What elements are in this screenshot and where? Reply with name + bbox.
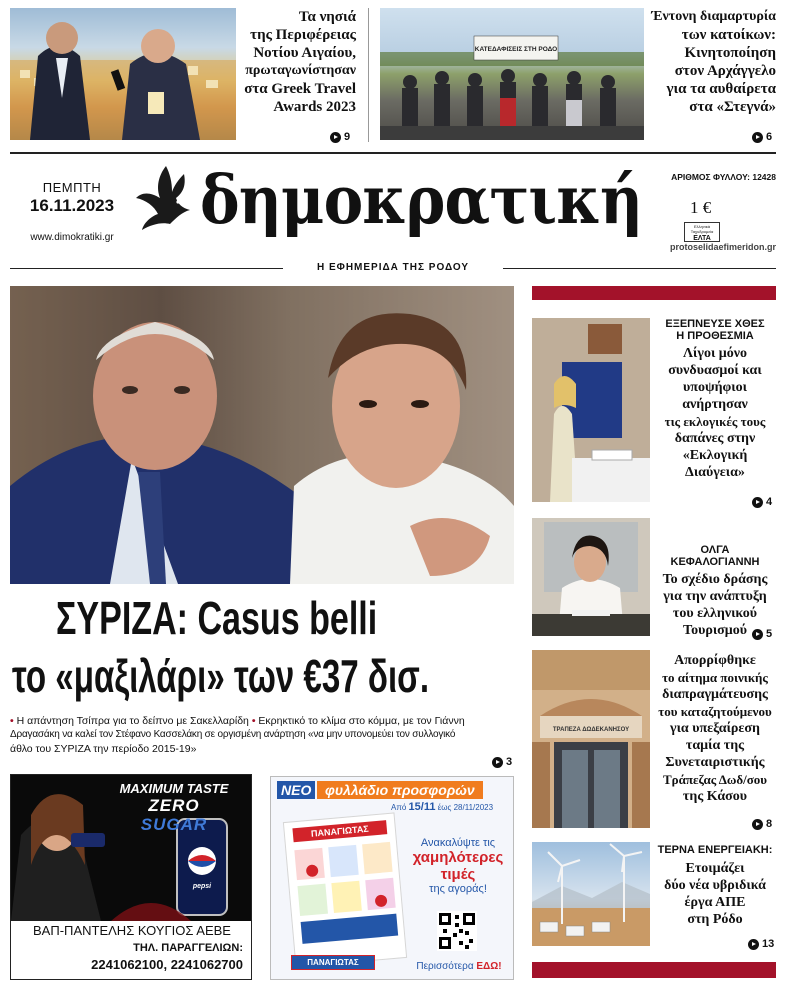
teaser-2-line: των κατοίκων: bbox=[681, 27, 776, 43]
side-story-4-page-ref[interactable] bbox=[748, 938, 774, 950]
main-story-photo[interactable] bbox=[10, 286, 514, 584]
teaser-2-text[interactable] bbox=[644, 8, 776, 116]
arrow-circle-icon bbox=[752, 629, 763, 640]
side-story-4-head: ΤΕΡΝΑ ΕΝΕΡΓΕΙΑΚΗ: bbox=[657, 844, 773, 856]
side-story-1-line: Διαύγεια» bbox=[685, 465, 745, 480]
side-story-4-line: στη Ρόδο bbox=[687, 912, 743, 927]
page-number: 4 bbox=[766, 496, 773, 508]
main-story-illustration bbox=[10, 286, 514, 584]
flyer-from-date: 15/11 bbox=[408, 801, 436, 813]
bullet-icon: • bbox=[251, 715, 256, 727]
side-story-1-line: τις εκλογικές τους bbox=[664, 414, 766, 429]
side-story-1-page-ref[interactable] bbox=[752, 496, 772, 508]
side-story-3-line: του καταζητούμενου bbox=[658, 704, 772, 719]
elta-label: ΕΛΤΑ bbox=[693, 235, 711, 242]
teaser-1-line: στα Greek Travel bbox=[244, 81, 356, 97]
pepsi-orders-label: ΤΗΛ. ΠΑΡΑΓΓΕΛΙΩΝ: bbox=[133, 942, 243, 954]
side-story-3-line: για υπεξαίρεση bbox=[670, 721, 760, 736]
pepsi-ad-footer bbox=[11, 921, 252, 980]
side-story-1-line: «Εκλογική bbox=[682, 448, 748, 463]
side-story-1-photo[interactable] bbox=[532, 318, 650, 502]
side-story-2-line: του ελληνικού bbox=[672, 606, 758, 621]
page-number: 13 bbox=[762, 938, 775, 950]
flyer-title: φυλλάδιο προσφορών bbox=[317, 781, 483, 799]
side-story-1-text[interactable] bbox=[654, 318, 776, 481]
bullet-icon: • bbox=[10, 715, 14, 727]
teaser-1-line: Awards 2023 bbox=[273, 99, 356, 115]
teaser-1-page-ref[interactable] bbox=[330, 131, 350, 143]
flyer-leaflet-store: ΠΑΝΑΓΙΩΤΑΣ bbox=[292, 820, 387, 842]
summary-bullet-1: Η απάντηση Τσίπρα για το δείπνο με Σακελλαρίδη bbox=[16, 715, 249, 727]
flyer-dates bbox=[391, 801, 493, 813]
arrow-circle-icon bbox=[752, 819, 763, 830]
teaser-1-line: της Περιφέρειας bbox=[250, 27, 356, 43]
masthead-issue: ΑΡΙΘΜΟΣ ΦΥΛΛΟΥ: 12428 bbox=[671, 172, 776, 182]
arrow-circle-icon bbox=[752, 132, 763, 143]
side-story-3-line: ταμία της bbox=[685, 738, 745, 753]
teaser-2-photo[interactable] bbox=[380, 8, 644, 140]
flyer-neo: ΝΕΟ bbox=[277, 781, 315, 799]
main-story-page-ref[interactable] bbox=[492, 756, 512, 768]
olga-kefalogianni-illustration bbox=[532, 518, 650, 636]
main-story-summary bbox=[10, 714, 516, 756]
side-story-2-text[interactable] bbox=[654, 544, 776, 639]
teaser-2-illustration bbox=[380, 8, 644, 140]
pepsi-phones[interactable]: 2241062100, 2241062700 bbox=[91, 957, 243, 972]
summary-bullet-2-end: άθλο του ΣΥΡΙΖΑ την περίοδο 2015-19» bbox=[10, 743, 197, 755]
main-headline-line-1[interactable]: ΣΥΡΙΖΑ: Casus belli bbox=[56, 592, 378, 644]
side-story-2-page-ref[interactable] bbox=[752, 628, 772, 640]
masthead-price: 1 € bbox=[690, 198, 712, 217]
arrow-circle-icon bbox=[330, 132, 341, 143]
flyer-more[interactable] bbox=[405, 961, 513, 972]
side-story-2-line: για την ανάπτυξη bbox=[663, 589, 767, 604]
side-story-1-line: δαπάνες στην bbox=[674, 431, 756, 446]
teaser-1-line: πρωταγωνίστησαν bbox=[245, 63, 356, 78]
side-story-3-line: της Κάσου bbox=[682, 789, 748, 804]
side-story-2-line: Το σχέδιο δράσης bbox=[662, 572, 768, 587]
masthead-title: δημοκρατική bbox=[200, 161, 643, 239]
teaser-2-line: στον Αρχάγγελο bbox=[674, 63, 776, 79]
teaser-2-page-ref[interactable] bbox=[752, 131, 772, 143]
pepsi-ad[interactable] bbox=[10, 774, 252, 980]
side-story-3-page-ref[interactable] bbox=[752, 818, 772, 830]
page-number: 5 bbox=[766, 628, 773, 640]
flyer-here: ΕΔΩ! bbox=[476, 961, 502, 972]
flyer-more-label: Περισσότερα bbox=[416, 961, 474, 972]
elta-small-text: Ελληνικά Ταχυδρομεία bbox=[690, 224, 714, 234]
side-story-2-head: ΚΕΦΑΛΟΓΙΑΝΝΗ bbox=[670, 556, 760, 568]
teaser-2-line: Κινητοποίηση bbox=[684, 45, 776, 61]
page-number: 3 bbox=[506, 756, 513, 768]
side-story-3-line: Συνεταιριστικής bbox=[665, 755, 765, 770]
teaser-1-line: Τα νησιά bbox=[298, 9, 356, 25]
masthead-protoselides[interactable]: protoselidaefimeridon.gr bbox=[669, 242, 776, 252]
side-story-3-line: Απορρίφθηκε bbox=[674, 653, 756, 668]
teaser-1-photo[interactable] bbox=[10, 8, 236, 140]
side-story-3-text[interactable] bbox=[654, 652, 776, 805]
dove-logo-icon bbox=[132, 162, 196, 236]
side-story-3-line: διαπραγμάτευσης bbox=[662, 687, 768, 702]
summary-bullet-2-rest: Δραγασάκη να καλεί τον Στέφανο Κασσελάκη σε οργισμένη ανάρτηση «να μην υπονομεύει τον συλλογικό bbox=[10, 729, 456, 740]
flyer-discover-3: τιμές bbox=[440, 866, 476, 883]
side-column-top-bar bbox=[532, 286, 776, 300]
flyer-discover-1: Ανακαλύψτε τις bbox=[420, 837, 496, 849]
pepsi-tagline-3: SUGAR bbox=[140, 815, 208, 834]
summary-line-1 bbox=[10, 714, 516, 728]
side-story-4-line: δύο νέα υβριδικά bbox=[664, 878, 766, 893]
arrow-circle-icon bbox=[748, 939, 759, 950]
qr-code-icon[interactable] bbox=[437, 911, 477, 951]
teaser-2-line: για τα αυθαίρετα bbox=[666, 81, 776, 97]
summary-bullet-2-start: Εκρηκτικό το κλίμα στο κόμμα, με τον Γιάννη bbox=[258, 715, 465, 727]
side-story-1-head: ΕΞΕΠΝΕΥΣΕ ΧΘΕΣ bbox=[665, 318, 765, 330]
flyer-discover bbox=[405, 837, 511, 895]
arrow-circle-icon bbox=[492, 757, 503, 768]
arrow-circle-icon bbox=[752, 497, 763, 508]
pepsi-company: ΒΑΠ-ΠΑΝΤΕΛΗΣ ΚΟΥΓΙΟΣ ΑΕΒΕ bbox=[33, 923, 231, 938]
elta-stamp bbox=[684, 222, 720, 242]
bank-building-illustration bbox=[532, 650, 650, 828]
side-column-bottom-bar bbox=[532, 962, 776, 978]
bank-sign-text: ΤΡΑΠΕΖΑ ΔΩΔΕΚΑΝΗΣΟΥ bbox=[552, 727, 630, 733]
teaser-divider bbox=[368, 8, 369, 142]
side-story-1-line: ανήρτησαν bbox=[682, 397, 748, 412]
protest-banner-text: ΚΑΤΕΔΑΦΙΣΕΙΣ ΣΤΗ ΡΟΔΟ bbox=[474, 46, 558, 53]
flyer-store-logo: ΠΑΝΑΓΙΩΤΑΣ bbox=[291, 955, 375, 970]
pepsi-tagline-2: ZERO bbox=[148, 796, 200, 815]
flyer-discover-2: χαμηλότερες bbox=[412, 849, 504, 866]
side-story-3-photo[interactable] bbox=[532, 650, 650, 828]
side-story-3-line: Τράπεζας Δωδ/σου bbox=[662, 772, 768, 787]
pepsi-brand-logo: pepsi bbox=[192, 883, 212, 890]
side-story-1-line: συνδυασμοί και bbox=[668, 363, 762, 378]
side-story-2-head: ΟΛΓΑ bbox=[700, 544, 730, 556]
masthead-website[interactable]: www.dimokratiki.gr bbox=[30, 232, 114, 243]
teaser-2-line: Έντονη διαμαρτυρία bbox=[651, 9, 776, 24]
flyer-products-illustration bbox=[286, 833, 405, 952]
main-headline-line-2[interactable]: το «μαξιλάρι» των €37 δισ. bbox=[12, 650, 430, 702]
flyer-discover-4: της αγοράς! bbox=[429, 883, 487, 895]
flyer-until: έως 28/11/2023 bbox=[437, 803, 494, 812]
flyer-from-label: Από bbox=[391, 803, 407, 812]
side-story-2-photo[interactable] bbox=[532, 518, 650, 636]
page-number: 6 bbox=[766, 131, 773, 143]
teaser-1-text[interactable] bbox=[240, 8, 356, 116]
side-story-4-text[interactable] bbox=[654, 844, 776, 928]
side-story-1-line: υποψήφιοι bbox=[683, 380, 747, 395]
side-story-2-line: Τουρισμού bbox=[683, 623, 747, 638]
voting-booth-illustration bbox=[532, 318, 650, 502]
side-story-1-line: Λίγοι μόνο bbox=[683, 346, 747, 361]
masthead-date: 16.11.2023 bbox=[29, 196, 115, 215]
panagiotas-ad[interactable] bbox=[270, 776, 514, 980]
page-number: 8 bbox=[766, 818, 773, 830]
teaser-1-illustration bbox=[10, 8, 236, 140]
pepsi-tagline-1: MAXIMUM TASTE bbox=[119, 781, 229, 796]
side-story-3-line: το αίτημα ποινικής bbox=[662, 670, 768, 685]
side-story-4-line: Ετοιμάζει bbox=[685, 861, 745, 876]
masthead-subtitle: Η ΕΦΗΜΕΡΙΔΑ ΤΗΣ ΡΟΔΟΥ bbox=[283, 261, 503, 275]
masthead-top-rule bbox=[10, 152, 776, 154]
flyer-leaflet-image bbox=[283, 812, 407, 967]
wind-turbines-illustration bbox=[532, 842, 650, 946]
flyer-header bbox=[271, 777, 514, 815]
teaser-2-line: στα «Στεγνά» bbox=[689, 99, 776, 115]
side-story-4-line: έργα ΑΠΕ bbox=[684, 895, 746, 910]
teaser-1-line: Νοτίου Αιγαίου, bbox=[253, 45, 356, 61]
page-number: 9 bbox=[344, 131, 351, 143]
side-story-1-head: Η ΠΡΟΘΕΣΜΙΑ bbox=[676, 330, 754, 342]
side-story-4-photo[interactable] bbox=[532, 842, 650, 946]
masthead-day: ΠΕΜΠΤΗ bbox=[42, 180, 102, 195]
